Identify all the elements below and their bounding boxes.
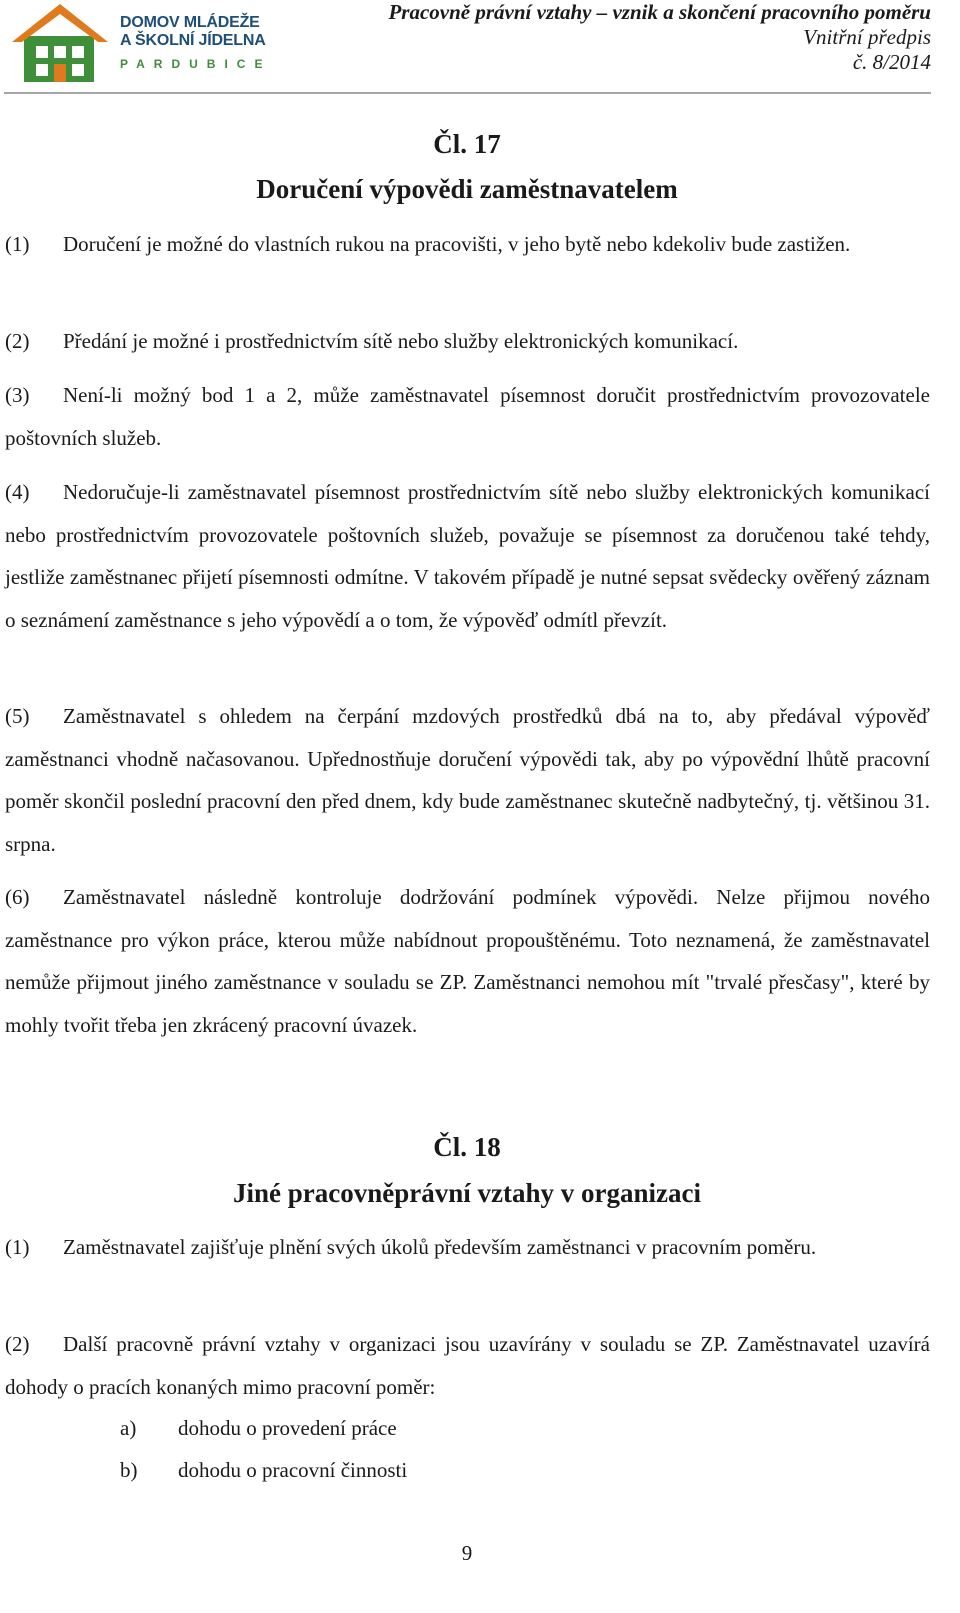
logo-line-1: DOMOV MLÁDEŽE [120, 14, 260, 31]
article-18-paragraph-2 [5, 1323, 930, 1408]
paragraph-number: (4) [5, 480, 30, 504]
paragraph-number: (3) [5, 383, 30, 407]
list-item [120, 1455, 407, 1485]
paragraph-number: (2) [5, 329, 30, 353]
page-number: 9 [461, 1541, 473, 1565]
paragraph-text: Není-li možný bod 1 a 2, může zaměstnavatel písemnost doručit prostřednictvím provozovatele poštovních služeb. [5, 383, 930, 450]
list-item-label: b) [120, 1458, 138, 1482]
organization-logo [10, 2, 272, 86]
document-header-info [388, 0, 931, 75]
article-18-heading: Čl. 18 [433, 1132, 501, 1162]
list-item-label: a) [120, 1416, 137, 1440]
paragraph-text: Další pracovně právní vztahy v organizaci jsou uzavírány v souladu se ZP. Zaměstnavatel uzavírá dohody o pracích konaných mimo pracovní poměr: [5, 1332, 930, 1399]
paragraph-text: Zaměstnavatel následně kontroluje dodržování podmínek výpovědi. Nelze přijmou nového zaměstnance pro výkon práce, kterou může nabídnout propouštěnému. Toto neznamená, že zaměstnavatel nemůže přijmout jiného zaměstnance v souladu se ZP. Zaměstnanci nemohou mít "trvalé přesčasy", které by mohly tvořit třeba jen zkrácený pracovní úvazek. [5, 885, 930, 1037]
list-item-text: dohodu o provedení práce [178, 1416, 397, 1440]
paragraph-text: Nedoručuje-li zaměstnavatel písemnost prostřednictvím sítě nebo služby elektronických komunikací nebo prostřednictvím provozovatele poštovních služeb, považuje se písemnost za doručenou také tehdy, jestliže zaměstnanec přijetí písemnosti odmítne. V takovém případě je nutné sepsat svědecky ověřený záznam o seznámení zaměstnance s jeho výpovědí a o tom, že výpověď odmítl převzít. [5, 480, 930, 632]
logo-line-2: A ŠKOLNÍ JÍDELNA [120, 32, 266, 49]
header-divider [4, 92, 931, 94]
list-item [120, 1413, 397, 1443]
article-17-paragraph-4 [5, 471, 930, 641]
logo-wordmark [120, 14, 271, 71]
article-18-title: Jiné pracovněprávní vztahy v organizaci [233, 1178, 701, 1208]
paragraph-number: (5) [5, 704, 30, 728]
paragraph-text: Zaměstnavatel s ohledem na čerpání mzdových prostředků dbá na to, aby předával výpověď zaměstnanci vhodně načasovanou. Upřednostňuje doručení výpovědi tak, aby po výpovědní lhůtě pracovní poměr skončil poslední pracovní den před dnem, kdy bude zaměstnanec skutečně nadbytečný, tj. většinou 31. srpna. [5, 704, 930, 856]
document-title: Pracovně právní vztahy – vznik a skončení pracovního poměru [388, 0, 931, 24]
paragraph-number: (1) [5, 232, 30, 256]
page-header [0, 0, 960, 96]
article-17-paragraph-5 [5, 695, 930, 865]
document-number: č. 8/2014 [852, 50, 931, 74]
article-17-title: Doručení výpovědi zaměstnavatelem [256, 174, 678, 204]
article-18-paragraph-1 [5, 1226, 930, 1269]
house-logo-icon [10, 2, 110, 86]
paragraph-text: Zaměstnavatel zajišťuje plnění svých úkolů především zaměstnanci v pracovním poměru. [63, 1235, 817, 1259]
paragraph-number: (6) [5, 885, 30, 909]
article-17-heading: Čl. 17 [433, 129, 501, 159]
paragraph-text: Doručení je možné do vlastních rukou na pracovišti, v jeho bytě nebo kdekoliv bude zastižen. [63, 232, 851, 256]
article-17-paragraph-2 [5, 320, 930, 363]
article-17-paragraph-1 [5, 223, 930, 266]
document-type: Vnitřní předpis [803, 25, 931, 49]
logo-city: PARDUBICE [120, 57, 272, 71]
paragraph-text: Předání je možné i prostřednictvím sítě nebo služby elektronických komunikací. [63, 329, 739, 353]
article-17-paragraph-3 [5, 374, 930, 459]
paragraph-number: (2) [5, 1332, 30, 1356]
list-item-text: dohodu o pracovní činnosti [178, 1458, 408, 1482]
paragraph-number: (1) [5, 1235, 30, 1259]
article-17-paragraph-6 [5, 876, 930, 1046]
